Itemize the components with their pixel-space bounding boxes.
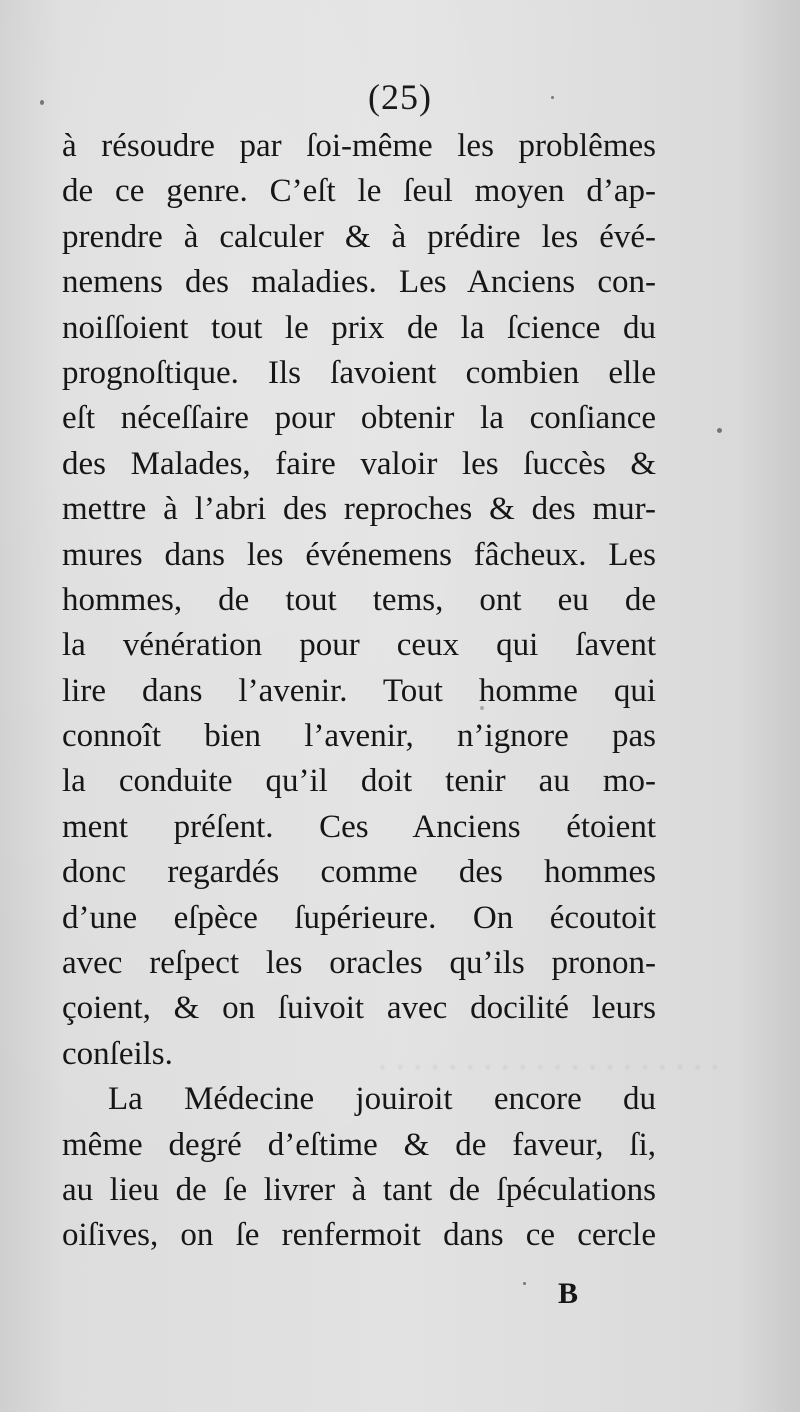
text-line: lire dans l’avenir. Tout homme qui (62, 672, 656, 709)
text-line: au lieu de ſe livrer à tant de ſpéculations (62, 1171, 656, 1208)
text-line: noiſſoient tout le prix de la ſcience du (62, 309, 656, 346)
text-line: mettre à l’abri des reproches & des mur- (62, 491, 656, 528)
text-line: à résoudre par ſoi-même les problêmes (62, 128, 656, 164)
paper-speck (717, 428, 722, 433)
text-line: de ce genre. C’eſt le ſeul moyen d’ap- (62, 173, 656, 210)
text-line: donc regardés comme des hommes (62, 854, 656, 891)
paper-speck (523, 1282, 526, 1285)
text-line: la conduite qu’il doit tenir au mo- (62, 763, 656, 800)
body-text (62, 124, 656, 1259)
paper-speck (40, 100, 44, 105)
text-line: nemens des maladies. Les Anciens con- (62, 264, 656, 301)
text-line: çoient, & on ſuivoit avec docilité leurs (62, 990, 656, 1027)
text-line: prendre à calculer & à prédire les évé- (62, 218, 656, 255)
show-through-text: · · · · · · · · · · · · · · · · · · · · (377, 1051, 720, 1084)
text-line: d’une eſpèce ſupérieure. On écoutoit (62, 899, 656, 936)
text-line: conſeils. (62, 1035, 173, 1072)
page-number: (25) (368, 77, 432, 117)
text-line: ment préſent. Ces Anciens étoient (62, 808, 656, 845)
text-line: même degré d’eſtime & de faveur, ſi, (62, 1126, 656, 1163)
text-line: hommes, de tout tems, ont eu de (62, 581, 656, 618)
text-line: des Malades, faire valoir les ſuccès & (62, 445, 656, 482)
text-line: eſt néceſſaire pour obtenir la conſiance (62, 400, 656, 437)
paper-speck (480, 706, 484, 710)
text-line: la vénération pour ceux qui ſavent (62, 627, 656, 664)
text-line: La Médecine jouiroit encore du (108, 1081, 656, 1118)
paper-speck (551, 96, 554, 99)
signature-mark: B (558, 1277, 579, 1310)
text-line: mures dans les événemens fâcheux. Les (62, 536, 656, 573)
text-line: avec reſpect les oracles qu’ils pronon- (62, 945, 656, 982)
text-line: oiſives, on ſe renfermoit dans ce cercle (62, 1217, 656, 1254)
text-line: connoît bien l’avenir, n’ignore pas (62, 718, 656, 755)
text-line: prognoſtique. Ils ſavoient combien elle (62, 354, 656, 391)
